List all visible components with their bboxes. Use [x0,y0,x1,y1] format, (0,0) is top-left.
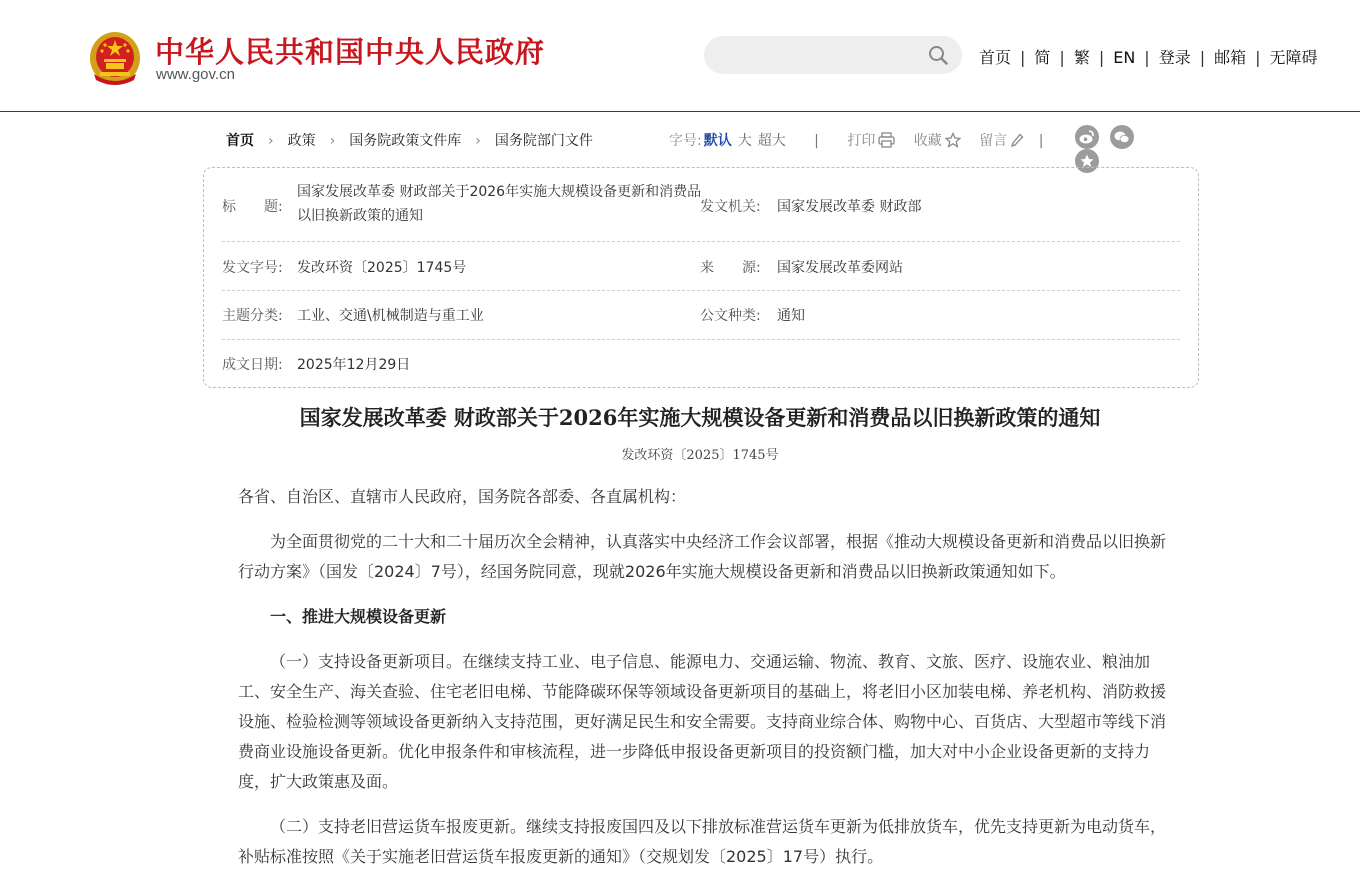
chevron-right-icon: › [268,133,274,149]
share-buttons [1075,125,1176,173]
meta-date-value: 2025年12月29日 [297,357,411,373]
meta-doctype-key: 公文种类: [700,308,761,324]
national-emblem-icon[interactable] [88,30,142,86]
font-size-default-button[interactable]: 默认 [703,133,732,149]
nav-separator: | [1059,48,1065,67]
comment-button[interactable] [979,133,1024,149]
meta-date-key: 成文日期: [222,357,283,373]
top-nav [979,45,1318,68]
article-intro-paragraph: 为全面贯彻党的二十大和二十届历次全会精神，认真落实中央经济工作会议部署，根据《推动大规模设备更新和消费品以旧换新行动方案》（国发〔2024〕7号），经国务院同意，现就2026年实施大规模设备更新和消费品以旧换新政策通知如下。 [238,532,1167,581]
print-label: 打印 [847,133,876,149]
meta-doctype-value: 通知 [777,308,805,324]
nav-separator: | [1020,48,1026,67]
tool-separator: | [814,133,819,149]
comment-label: 留言 [979,133,1008,149]
breadcrumb-policy-library[interactable]: 国务院政策文件库 [349,133,462,149]
print-button[interactable] [847,133,895,149]
document-info-box [203,167,1199,388]
printer-icon [878,132,895,148]
meta-docno-key: 发文字号: [222,260,283,276]
font-size-xlarge-button[interactable]: 超大 [757,133,786,149]
favorite-button[interactable] [914,133,961,149]
wechat-icon [1113,128,1131,146]
breadcrumb-policy[interactable]: 政策 [287,133,316,149]
search-input[interactable] [704,36,962,74]
nav-separator: | [1255,48,1261,67]
nav-mail-link[interactable]: 邮箱 [1214,48,1247,67]
meta-source-value: 国家发展改革委网站 [777,260,903,276]
font-size-label: 字号: [669,133,702,149]
section-heading: 一、推进大规模设备更新 [270,607,447,626]
meta-source-key: 来 源: [700,260,761,276]
nav-accessibility-link[interactable]: 无障碍 [1269,48,1318,67]
site-title[interactable]: 中华人民共和国中央人民政府 [155,35,546,69]
meta-title-value: 国家发展改革委 财政部关于2026年实施大规模设备更新和消费品以旧换新政策的通知 [297,184,702,224]
nav-traditional-link[interactable]: 繁 [1073,48,1090,67]
meta-docno-value: 发改环资〔2025〕1745号 [297,260,467,276]
chevron-right-icon: › [329,133,336,149]
star-icon [945,132,961,148]
meta-row-docno [222,241,1180,291]
article-doc-number: 发改环资〔2025〕1745号 [621,448,779,463]
article-salutation: 各省、自治区、直辖市人民政府，国务院各部委、各直属机构： [238,487,687,506]
meta-row-title [222,168,1180,242]
meta-row-date [222,339,1180,387]
site-header [0,0,1360,112]
weibo-share-button[interactable] [1075,125,1099,149]
nav-separator: | [1098,48,1105,67]
nav-separator: | [1199,48,1206,67]
meta-row-topic [222,290,1180,340]
weibo-icon [1078,128,1096,146]
tool-separator: | [1038,133,1044,149]
article-item-2-paragraph: （二）支持老旧营运货车报废更新。继续支持报废国四及以下排放标准营运货车更新为低排放货车，优先支持更新为电动货车，补贴标准按照《关于实施老旧营运货车报废更新的通知》（交规划发〔2025〕17号）执行。 [238,817,1167,866]
wechat-share-button[interactable] [1110,125,1134,149]
site-domain: www.gov.cn [156,66,235,83]
meta-issuer-value: 国家发展改革委 财政部 [777,199,922,215]
meta-topic-key: 主题分类: [222,308,283,324]
breadcrumb-home[interactable]: 首页 [226,133,254,149]
nav-home-link[interactable]: 首页 [979,48,1012,67]
pencil-icon [1010,133,1024,148]
favorite-label: 收藏 [913,133,942,149]
search-icon[interactable] [928,45,948,65]
toolbar-row [226,128,1176,150]
meta-issuer-key: 发文机关: [700,199,761,215]
nav-separator: | [1144,48,1150,67]
meta-topic-value: 工业、交通\机械制造与重工业 [297,308,484,324]
breadcrumb-department-docs[interactable]: 国务院部门文件 [494,133,593,149]
breadcrumb [226,130,593,150]
nav-english-link[interactable]: EN [1113,48,1136,67]
nav-simplified-link[interactable]: 简 [1034,48,1051,67]
article-title: 国家发展改革委 财政部关于2026年实施大规模设备更新和消费品以旧换新政策的通知 [299,405,1101,430]
chevron-right-icon: › [475,133,481,149]
article-tools [669,130,1067,150]
nav-login-link[interactable]: 登录 [1158,48,1191,67]
font-size-large-button[interactable]: 大 [737,133,752,149]
article-item-1-paragraph: （一）支持设备更新项目。在继续支持工业、电子信息、能源电力、交通运输、物流、教育、文旅、医疗、设施农业、粮油加工、安全生产、海关查验、住宅老旧电梯、节能降碳环保等领域设备更新项目的基础上，将老旧小区加装电梯、养老机构、消防救援设施、检验检测等领域设备更新纳入支持范围，更好满足民生和安全需要。支持商业综合体、购物中心、百货店、大型超市等线下消费商业设施设备更新。优化申报条件和审核流程，进一步降低申报设备更新项目的投资额门槛，加大对中小企业设备更新的支持力度，扩大政策惠及面。 [238,652,1167,791]
meta-title-key: 标 题: [222,199,283,215]
